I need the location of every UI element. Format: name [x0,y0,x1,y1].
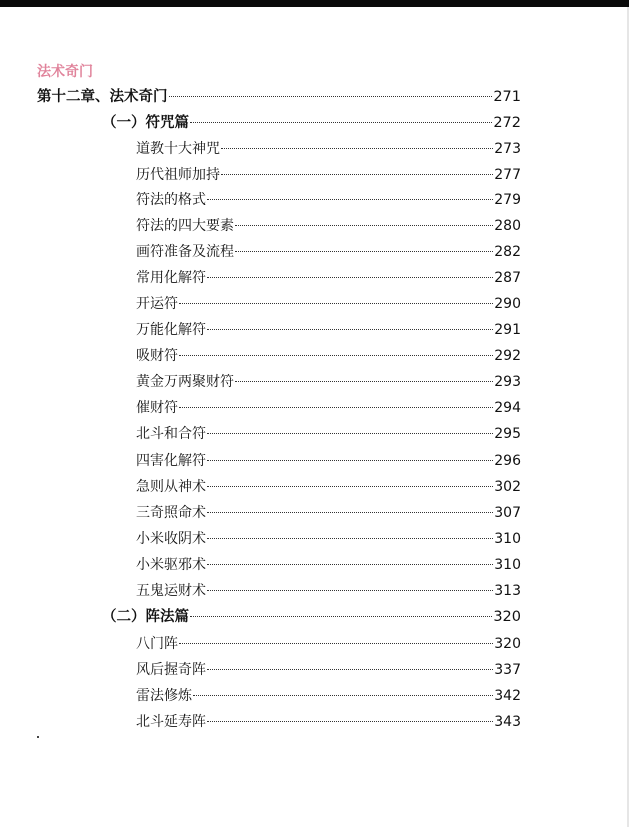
dot-leader [179,302,493,304]
toc-title: （一）符咒篇 [102,115,189,131]
toc-item[interactable] [136,686,521,706]
toc-title: 符法的格式 [136,192,206,208]
toc-item[interactable] [136,634,521,654]
dot-leader [179,406,493,408]
toc-title: 开运符 [136,296,178,312]
toc-page-number: 282 [494,244,521,260]
toc-page-number: 296 [494,453,521,469]
toc-title: 五鬼运财术 [136,583,206,599]
toc-page-number: 337 [494,662,521,678]
toc-item[interactable] [136,372,521,392]
toc-page-number: 313 [494,583,521,599]
stray-dot [37,736,39,738]
toc-page-number: 307 [494,505,521,521]
toc-title: 万能化解符 [136,322,206,338]
toc-item[interactable] [136,503,521,523]
toc-item[interactable] [136,555,521,575]
toc-page-number: 279 [494,192,521,208]
toc-item[interactable] [136,424,521,444]
dot-leader [221,173,493,175]
toc-title: 八门阵 [136,636,178,652]
toc-title: 小米驱邪术 [136,557,206,573]
toc-page-number: 302 [494,479,521,495]
toc-part-entry[interactable] [102,113,521,133]
toc-page-number: 320 [494,636,521,652]
dot-leader [207,537,493,539]
toc-title: 吸财符 [136,348,178,364]
toc-item[interactable] [136,451,521,471]
toc-chapter-entry[interactable] [37,87,521,107]
toc-title: 催财符 [136,400,178,416]
toc-title: 常用化解符 [136,270,206,286]
dot-leader [207,276,493,278]
toc-title: 雷法修炼 [136,688,192,704]
toc-item[interactable] [136,320,521,340]
dot-leader [207,668,493,670]
toc-item[interactable] [136,477,521,497]
toc-item[interactable] [136,346,521,366]
toc-item[interactable] [136,268,521,288]
toc-page-number: 280 [494,218,521,234]
toc-page-number: 320 [493,609,521,625]
toc-title: 历代祖师加持 [136,167,220,183]
toc-item[interactable] [136,139,521,159]
toc-item[interactable] [136,660,521,680]
dot-leader [207,563,493,565]
toc-page-number: 287 [494,270,521,286]
dot-leader [207,198,493,200]
toc-page-number: 290 [494,296,521,312]
toc-page-number: 291 [494,322,521,338]
toc-title: 第十二章、法术奇门 [37,89,168,105]
toc-page-number: 292 [494,348,521,364]
toc-item[interactable] [136,294,521,314]
toc-page-number: 310 [494,557,521,573]
toc-page-number: 293 [494,374,521,390]
toc-part-entry[interactable] [102,607,521,627]
dot-leader [235,224,493,226]
dot-leader [190,121,492,123]
toc-item[interactable] [136,242,521,262]
toc-item[interactable] [136,190,521,210]
toc-title: 北斗和合符 [136,426,206,442]
toc-title: 小米收阴术 [136,531,206,547]
toc-page-number: 272 [493,115,521,131]
toc-title: 黄金万两聚财符 [136,374,234,390]
toc-page-number: 343 [494,714,521,730]
toc-item[interactable] [136,529,521,549]
dot-leader [193,694,493,696]
toc-item[interactable] [136,398,521,418]
toc-title: 四害化解符 [136,453,206,469]
dot-leader [169,95,493,97]
dot-leader [179,642,493,644]
toc-title: 北斗延寿阵 [136,714,206,730]
toc-item[interactable] [136,216,521,236]
dot-leader [221,147,493,149]
dot-leader [235,250,493,252]
toc-title: 急则从神术 [136,479,206,495]
dot-leader [207,589,493,591]
toc-item[interactable] [136,165,521,185]
dot-leader [190,615,492,617]
toc-title: 符法的四大要素 [136,218,234,234]
toc-title: 三奇照命术 [136,505,206,521]
top-border [0,0,629,7]
toc-title: （二）阵法篇 [102,609,189,625]
toc-item[interactable] [136,712,521,732]
dot-leader [207,328,493,330]
toc-page-number: 273 [494,141,521,157]
toc-page-number: 295 [494,426,521,442]
section-label: 法术奇门 [37,64,93,80]
toc-title: 道教十大神咒 [136,141,220,157]
dot-leader [179,354,493,356]
toc-page-number: 342 [494,688,521,704]
toc-page-number: 294 [494,400,521,416]
dot-leader [207,432,493,434]
dot-leader [207,720,493,722]
dot-leader [207,459,493,461]
toc-title: 风后握奇阵 [136,662,206,678]
toc-page-number: 310 [494,531,521,547]
toc-page-number: 277 [494,167,521,183]
toc-title: 画符准备及流程 [136,244,234,260]
dot-leader [235,380,493,382]
dot-leader [207,485,493,487]
toc-item[interactable] [136,581,521,601]
toc-page-number: 271 [493,89,521,105]
dot-leader [207,511,493,513]
